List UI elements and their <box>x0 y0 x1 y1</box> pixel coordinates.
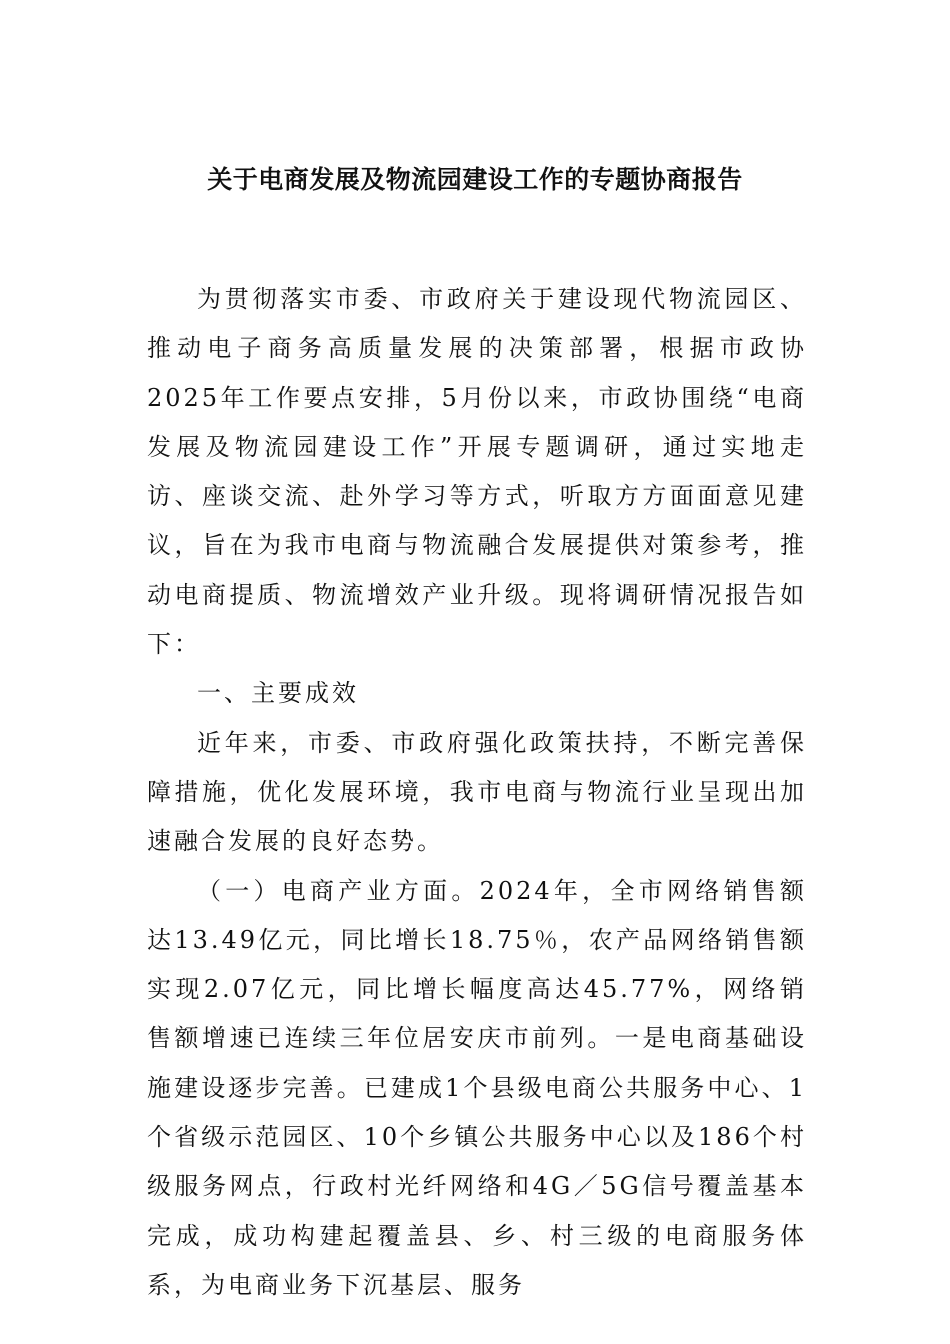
overview-paragraph: 近年来，市委、市政府强化政策扶持，不断完善保障措施，优化发展环境，我市电商与物流行业呈现出加速融合发展的良好态势。 <box>147 728 807 856</box>
document-title: 关于电商发展及物流园建设工作的专题协商报告 <box>207 165 743 194</box>
section-heading-main-achievements: 一、主要成效 <box>197 679 359 708</box>
ecommerce-paragraph: （一）电商产业方面。2024年，全市网络销售额达13.49亿元，同比增长18.75％，农产品网络销售额实现2.07亿元，同比增长幅度高达45.77%，网络销售额增速已连续三年位居安庆市前列。一是电商基础设施建设逐步完善。已建成1个县级电商公共服务中心、1个省级示范园区、10个乡镇公共服务中心以及186个村级服务网点，行政村光纤网络和4G／5G信号覆盖基本完成，成功构建起覆盖县、乡、村三级的电商服务体系，为电商业务下沉基层、服务 <box>147 876 807 1299</box>
intro-paragraph: 为贯彻落实市委、市政府关于建设现代物流园区、推动电子商务高质量发展的决策部署，根据市政协2025年工作要点安排，5月份以来，市政协围绕“电商发展及物流园建设工作”开展专题调研，通过实地走访、座谈交流、赴外学习等方式，听取方方面面意见建议，旨在为我市电商与物流融合发展提供对策参考，推动电商提质、物流增效产业升级。现将调研情况报告如下： <box>147 285 807 659</box>
document-body <box>147 275 807 1310</box>
